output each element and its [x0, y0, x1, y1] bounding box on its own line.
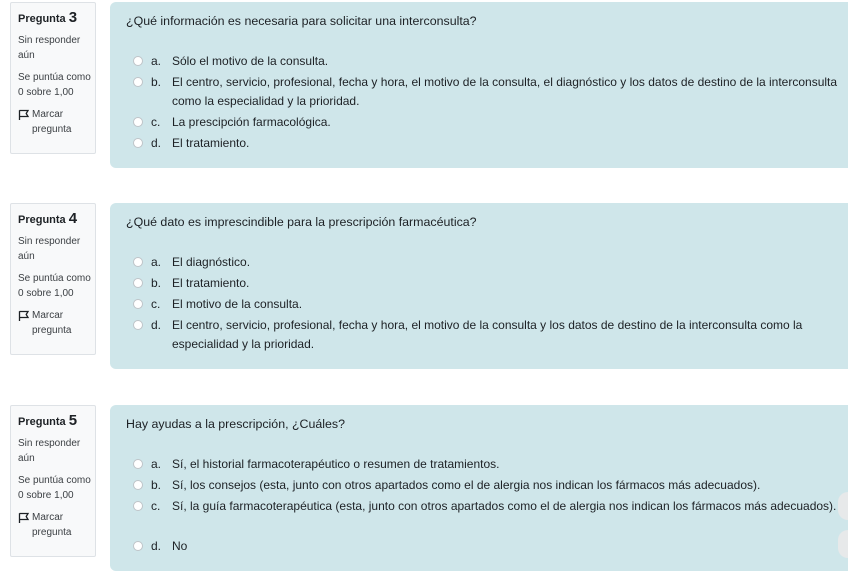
question-number: Pregunta 4 — [18, 210, 78, 227]
radio-button[interactable] — [133, 480, 143, 490]
flag-question-link[interactable]: Marcar pregunta — [18, 107, 95, 137]
question-content: ¿Qué información es necesaria para solicitar una interconsulta? a. Sólo el motivo de la consulta. b. El centro, servicio, profesional, fecha y hora, el motivo de la consulta, el diagnóstico y los datos de destino de la interconsulta como la especialidad y la prioridad. c. La prescipción farmacológica. d. El tratamiento. — [110, 2, 848, 168]
question-5 — [0, 405, 848, 571]
radio-button[interactable] — [133, 138, 143, 148]
flag-question-link[interactable]: Marcar pregunta — [18, 308, 95, 338]
radio-button[interactable] — [133, 459, 143, 469]
radio-button[interactable] — [133, 501, 143, 511]
radio-button[interactable] — [133, 257, 143, 267]
question-grade: Se puntúa como 0 sobre 1,00 — [18, 273, 91, 299]
radio-button[interactable] — [133, 117, 143, 127]
radio-button[interactable] — [133, 77, 143, 87]
flag-question-link[interactable]: Marcar pregunta — [18, 510, 95, 540]
question-text: ¿Qué información es necesaria para solicitar una interconsulta? — [126, 14, 477, 28]
radio-button[interactable] — [133, 320, 143, 330]
question-number: Pregunta 3 — [18, 9, 78, 26]
question-3 — [0, 2, 848, 168]
question-grade: Se puntúa como 0 sobre 1,00 — [18, 475, 91, 501]
question-info — [10, 405, 96, 557]
question-text: ¿Qué dato es imprescindible para la prescripción farmacéutica? — [126, 215, 477, 229]
question-state: Sin responder aún — [18, 236, 81, 262]
question-state: Sin responder aún — [18, 438, 81, 464]
scroll-indicator[interactable] — [838, 492, 848, 520]
question-state: Sin responder aún — [18, 35, 81, 61]
question-4 — [0, 203, 848, 369]
radio-button[interactable] — [133, 56, 143, 66]
flag-icon — [18, 109, 30, 121]
flag-icon — [18, 310, 30, 322]
radio-button[interactable] — [133, 541, 143, 551]
question-info — [10, 2, 96, 154]
question-content: ¿Qué dato es imprescindible para la prescripción farmacéutica? a. El diagnóstico. b. El tratamiento. c. El motivo de la consulta. d. El centro, servicio, profesional, fecha y hora, el motivo de la consulta y los datos de destino de la interconsulta como la especialidad y la prioridad. — [110, 203, 848, 369]
flag-icon — [18, 512, 30, 524]
radio-button[interactable] — [133, 278, 143, 288]
question-number: Pregunta 5 — [18, 412, 78, 429]
question-grade: Se puntúa como 0 sobre 1,00 — [18, 72, 91, 98]
scroll-indicator[interactable] — [838, 530, 848, 558]
question-content: Hay ayudas a la prescripción, ¿Cuáles? a. Sí, el historial farmacoterapéutico o resumen de tratamientos. b. Sí, los consejos (esta, junto con otros apartados como el de alergia nos indican los fármacos más adecuados). c. Sí, la guía farmacoterapéutica (esta, junto con otros apartados como el de alergia nos indican los fármacos más adecuados). d. No — [110, 405, 848, 571]
question-info — [10, 203, 96, 355]
radio-button[interactable] — [133, 299, 143, 309]
question-text: Hay ayudas a la prescripción, ¿Cuáles? — [126, 417, 346, 431]
